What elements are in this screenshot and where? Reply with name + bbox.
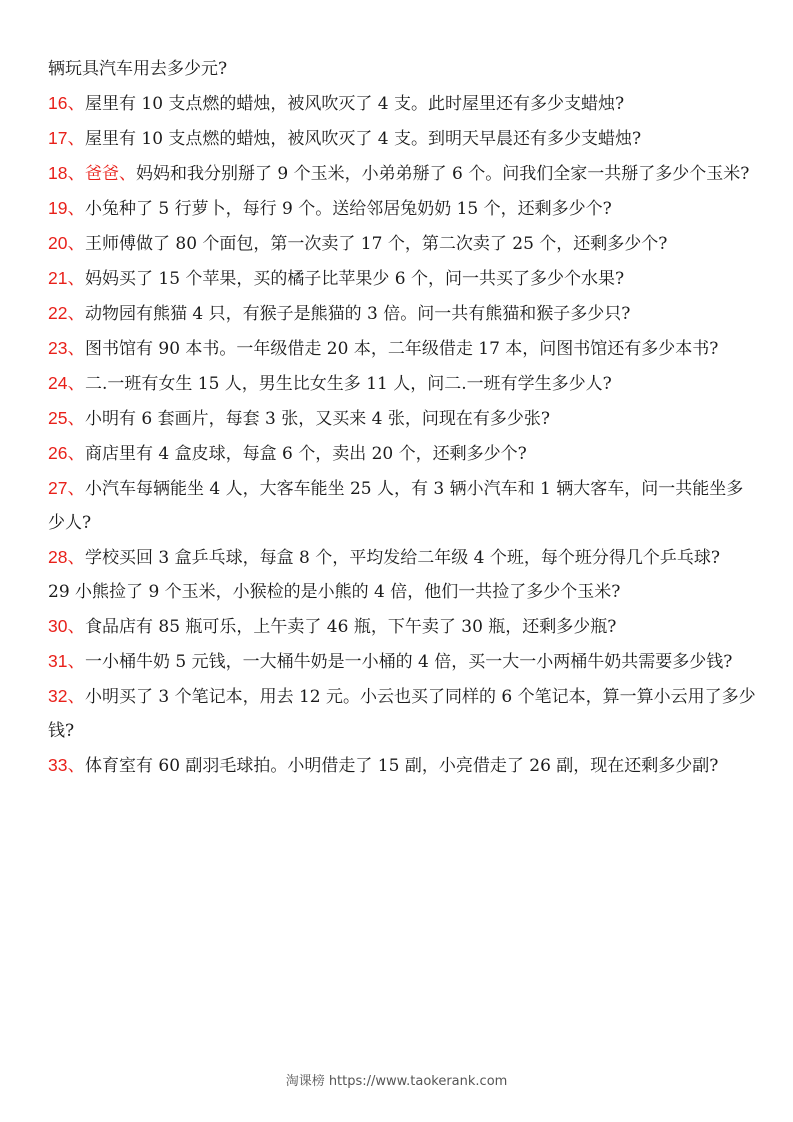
problem-number: 27、 [48,478,85,498]
problem-text: 食品店有 85 瓶可乐，上午卖了 46 瓶，下午卖了 30 瓶，还剩多少瓶? [84,617,617,637]
problem-item [48,331,760,366]
problem-text: 图书馆有 90 本书。一年级借走 20 本，二年级借走 17 本，问图书馆还有多少本书? [84,339,719,359]
problem-item [48,296,760,331]
problem-item [48,436,760,471]
problem-number: 18、 [48,163,85,183]
problem-item [48,261,760,296]
problem-item [48,86,760,121]
problem-item [48,609,760,644]
problem-text: 小明买了 3 个笔记本，用去 12 元。小云也买了同样的 6 个笔记本，算一算小云用了多少钱? [48,687,756,741]
problem-number: 22、 [48,303,85,323]
problem-number: 31、 [48,651,85,671]
problem-item [48,540,760,575]
problem-number: 16、 [48,93,85,113]
problem-item [48,156,760,191]
problem-item [48,191,760,226]
problem-item [48,226,760,261]
continuation-line: 辆玩具汽车用去多少元? [48,59,228,79]
problem-number: 23、 [48,338,85,358]
problem-item [48,366,760,401]
problem-text: 商店里有 4 盒皮球，每盒 6 个，卖出 20 个，还剩多少个? [84,444,527,464]
problem-lead-highlight: 爸爸、 [84,164,136,184]
footer-watermark: 淘课榜 https://www.taokerank.com [285,1074,508,1089]
problem-text: 动物园有熊猫 4 只，有猴子是熊猫的 3 倍。问一共有熊猫和猴子多少只? [84,304,631,324]
problem-number: 24、 [48,373,85,393]
problem-text: 29 小熊捡了 9 个玉米，小猴检的是小熊的 4 倍，他们一共捡了多少个玉米? [48,582,621,602]
problem-number: 17、 [48,128,85,148]
problem-number: 30、 [48,616,85,636]
problem-item [48,471,760,540]
problem-number: 19、 [48,198,85,218]
problem-item [48,679,760,748]
problem-text: 小汽车每辆能坐 4 人，大客车能坐 25 人，有 3 辆小汽车和 1 辆大客车，问一共能坐多少人? [48,479,744,533]
problem-text: 小兔种了 5 行萝卜，每行 9 个。送给邻居兔奶奶 15 个，还剩多少个? [84,199,612,219]
document-body [48,52,760,783]
problem-text: 二.一班有女生 15 人，男生比女生多 11 人，问二.一班有学生多少人? [84,374,612,394]
problem-text: 妈妈和我分别掰了 9 个玉米，小弟弟掰了 6 个。问我们全家一共掰了多少个玉米? [135,164,750,184]
problem-number: 20、 [48,233,85,253]
problem-number: 33、 [48,755,85,775]
problem-text: 体育室有 60 副羽毛球拍。小明借走了 15 副，小亮借走了 26 副，现在还剩多少副? [84,756,719,776]
problem-list [48,86,760,783]
problem-item [48,575,760,609]
problem-text: 妈妈买了 15 个苹果，买的橘子比苹果少 6 个，问一共买了多少个水果? [84,269,625,289]
problem-item [48,401,760,436]
problem-item [48,748,760,783]
problem-text: 学校买回 3 盒乒乓球，每盒 8 个，平均发给二年级 4 个班，每个班分得几个乒乓球? [84,548,720,568]
problem-text: 一小桶牛奶 5 元钱，一大桶牛奶是一小桶的 4 倍，买一大一小两桶牛奶共需要多少钱? [84,652,733,672]
problem-item [48,121,760,156]
problem-number: 28、 [48,547,85,567]
problem-number: 21、 [48,268,85,288]
problem-item [48,644,760,679]
problem-text: 王师傅做了 80 个面包，第一次卖了 17 个，第二次卖了 25 个，还剩多少个? [84,234,668,254]
problem-number: 32、 [48,686,85,706]
problem-text: 屋里有 10 支点燃的蜡烛，被风吹灭了 4 支。到明天早晨还有多少支蜡烛? [84,129,642,149]
problem-number: 26、 [48,443,85,463]
problem-number: 25、 [48,408,85,428]
problem-text: 小明有 6 套画片，每套 3 张，又买来 4 张，问现在有多少张? [84,409,550,429]
problem-text: 屋里有 10 支点燃的蜡烛，被风吹灭了 4 支。此时屋里还有多少支蜡烛? [84,94,625,114]
